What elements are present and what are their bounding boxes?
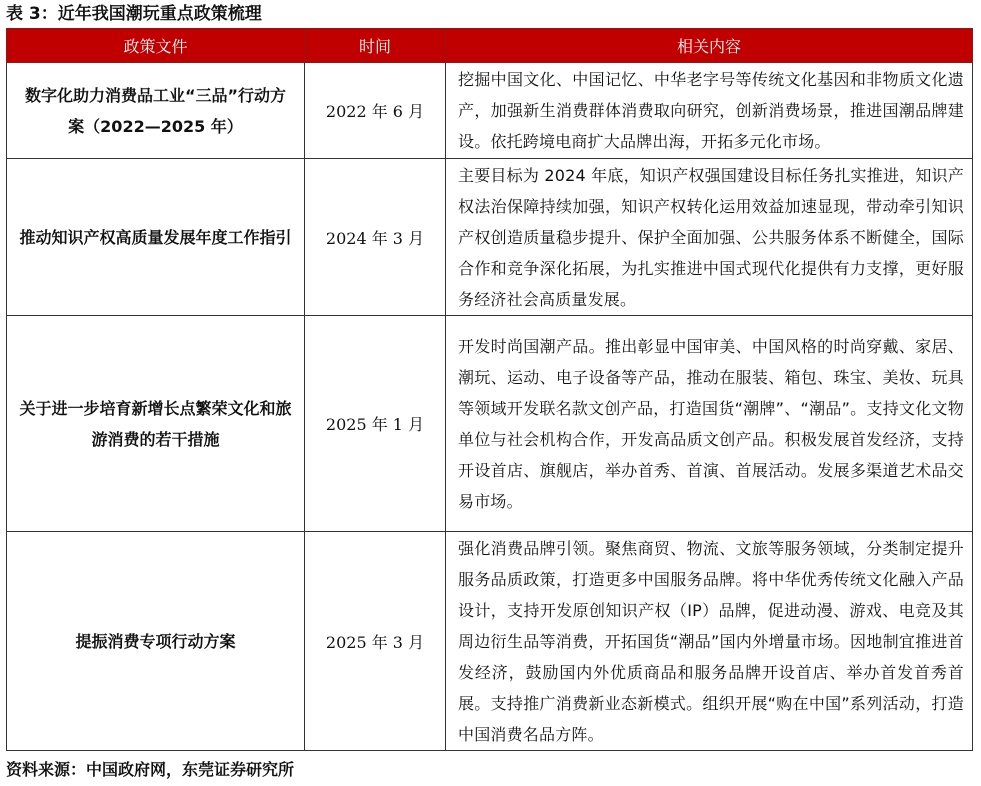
source-note: 资料来源：中国政府网，东莞证券研究所	[6, 760, 295, 779]
policy-content: 挖掘中国文化、中国记忆、中华老字号等传统文化基因和非物质文化遗产，加强新生消费群体消费取向研究，创新消费场景，推进国潮品牌建设。依托跨境电商扩大品牌出海，开拓多元化市场。	[446, 63, 973, 159]
policy-content: 开发时尚国潮产品。推出彰显中国审美、中国风格的时尚穿戴、家居、潮玩、运动、电子设备等产品，推动在服装、箱包、珠宝、美妆、玩具等领域开发联名款文创产品，打造国货“潮牌”、“潮品”。支持文化文物单位与社会机构合作，开发高品质文创产品。积极发展首发经济，支持开设首店、旗舰店，举办首秀、首演、首展活动。发展多渠道艺术品交易市场。	[446, 316, 973, 532]
table-caption: 表 3：近年我国潮玩重点政策梳理	[6, 4, 262, 24]
table-header-row	[7, 29, 973, 63]
policy-time: 2022 年 6 月	[305, 63, 446, 159]
policy-time: 2024 年 3 月	[305, 159, 446, 316]
table-row	[7, 63, 973, 159]
policy-content: 主要目标为 2024 年底，知识产权强国建设目标任务扎实推进，知识产权法治保障持续加强，知识产权转化运用效益加速显现，带动牵引知识产权创造质量稳步提升、保护全面加强、公共服务体系不断健全，国际合作和竞争深化拓展，为扎实推进中国式现代化提供有力支撑，更好服务经济社会高质量发展。	[446, 159, 973, 316]
policy-name: 关于进一步培育新增长点繁荣文化和旅游消费的若干措施	[7, 316, 305, 532]
policy-name: 数字化助力消费品工业“三品”行动方案（2022—2025 年）	[7, 63, 305, 159]
policy-time: 2025 年 1 月	[305, 316, 446, 532]
policy-name: 提振消费专项行动方案	[7, 532, 305, 751]
table-row	[7, 316, 973, 532]
policy-name: 推动知识产权高质量发展年度工作指引	[7, 159, 305, 316]
header-time: 时间	[305, 29, 446, 63]
policy-time: 2025 年 3 月	[305, 532, 446, 751]
table-row	[7, 532, 973, 751]
table-row	[7, 159, 973, 316]
policy-content: 强化消费品牌引领。聚焦商贸、物流、文旅等服务领域，分类制定提升服务品质政策，打造更多中国服务品牌。将中华优秀传统文化融入产品设计，支持开发原创知识产权（IP）品牌，促进动漫、游戏、电竞及其周边衍生品等消费，开拓国货“潮品”国内外增量市场。因地制宜推进首发经济，鼓励国内外优质商品和服务品牌开设首店、举办首发首秀首展。支持推广消费新业态新模式。组织开展“购在中国”系列活动，打造中国消费名品方阵。	[446, 532, 973, 751]
header-policy: 政策文件	[7, 29, 305, 63]
header-content: 相关内容	[446, 29, 973, 63]
policy-table	[6, 28, 973, 751]
